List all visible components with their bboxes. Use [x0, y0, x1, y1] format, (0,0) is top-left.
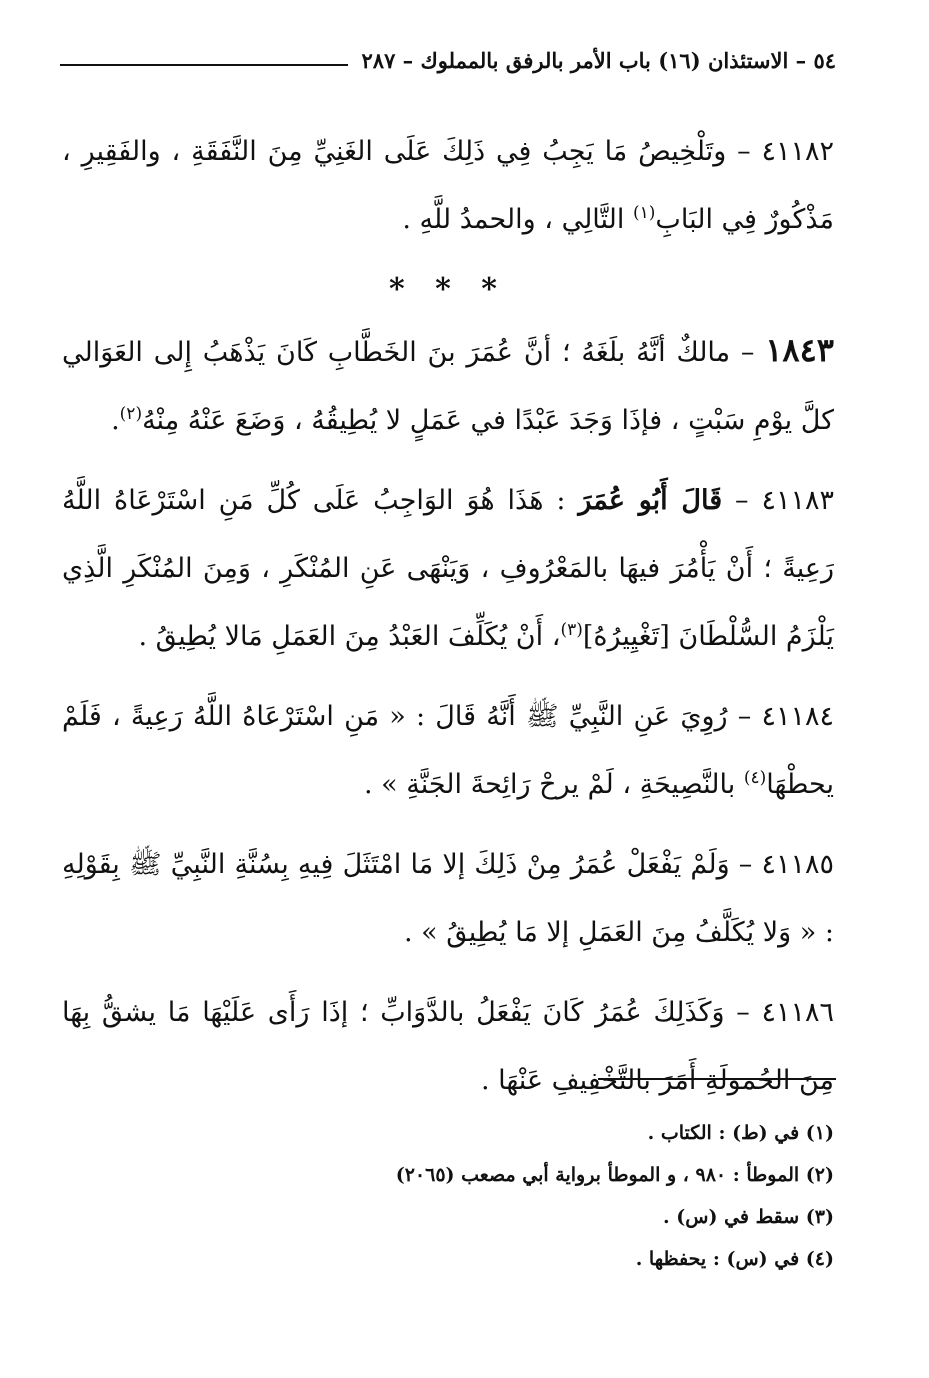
paragraph-text-cont: ، أَنْ يُكَلِّفَ العَبْدُ مِنَ العَمَلِ مَالا يُطِيقُ . [138, 621, 561, 652]
footnotes [300, 1112, 834, 1280]
paragraph-number: ٤١١٨٢ [761, 136, 834, 167]
footnote-rule [598, 1078, 836, 1080]
footnote-ref[interactable]: (١) [633, 203, 656, 223]
paragraph-41184 [62, 683, 834, 819]
paragraph-text: : هَذَا هُوَ الوَاجِبُ عَلَى كُلِّ مَنِ اسْتَرْعَاهُ اللَّهُ رَعِيةً ؛ أَنْ يَأْمُرَ فيهَا بالمَعْرُوفِ ، وَيَنْهَى عَنِ المُنْكَرِ ، وَمِنَ المُنْكَرِ الَّذِي يَلْزَمُ السُّلْطَانَ [تَغْيِيرُهُ] [62, 485, 834, 652]
paragraph-text-cont: بالنَّصِيحَةِ ، لَمْ يرحْ رَائِحةَ الجَنَّةِ » . [363, 769, 744, 800]
running-header [60, 40, 836, 80]
paragraph-text: – رُوِيَ عَنِ النَّبِيِّ ﷺ أَنَّهُ قَالَ : « مَنِ اسْتَرْعَاهُ اللَّهُ رَعِيةً ، فَلَمْ يحطْهَا [62, 701, 834, 800]
paragraph-text-cont: . [111, 405, 120, 436]
footnote-3: (٣) سقط في (س) . [663, 1206, 834, 1228]
paragraph-number: ٤١١٨٥ [761, 849, 834, 880]
main-text [62, 118, 834, 1127]
footnote-ref[interactable]: (٢) [119, 404, 143, 424]
paragraph-number: ٤١١٨٤ [761, 701, 834, 732]
header-rule [60, 64, 348, 66]
footnote-1: (١) في (ط) : الكتاب . [647, 1122, 834, 1144]
hadith-number: ١٨٤٣ [765, 331, 834, 369]
paragraph-text: – وَكَذَلِكَ عُمَرُ كَانَ يَفْعَلُ بالدَّوَابِّ ؛ إذَا رَأَى عَلَيْهَا مَا يشقُّ بِهَا مِنَ الحُمولَةِ أَمَرَ بالتَّخْفِيفِ عَنْهَا . [62, 997, 834, 1096]
paragraph-text-cont: التَّالِي ، والحمدُ للَّهِ . [402, 204, 633, 235]
paragraph-number: ٤١١٨٦ [761, 997, 834, 1028]
speaker-lead: قَالَ أَبُو عُمَرَ [578, 485, 723, 516]
paragraph-text: – وتَلْخِيصُ مَا يَجِبُ فِي ذَلِكَ عَلَى الغَنِيِّ مِنَ النَّفَقَةِ ، والفَقِيرِ ، مَذْكُورٌ فِي البَابِ [62, 136, 834, 235]
paragraph-text: – وَلَمْ يَفْعَلْ عُمَرُ مِنْ ذَلِكَ إلا مَا امْتَثَلَ فِيهِ بِسُنَّةِ النَّبِيِّ ﷺ بِقَوْلِهِ : « وَلا يُكَلَّفُ مِنَ العَمَلِ إلا مَا يُطِيقُ » . [62, 849, 834, 948]
hadith-1843 [62, 316, 834, 455]
footnote-4: (٤) في (س) : يحفظها . [635, 1248, 834, 1270]
paragraph-41183: ٤١١٨٣ – قَالَ أَبُو عُمَرَ : هَذَا هُوَ الوَاجِبُ عَلَى كُلِّ مَنِ اسْتَرْعَاهُ اللَّهُ رَعِيةً ؛ أَنْ يَأْمُرَ فيهَا بالمَعْرُوفِ ، وَيَنْهَى عَنِ المُنْكَرِ ، وَمِنَ المُنْكَرِ الَّذِي يَلْزَمُ السُّلْطَانَ [تَغْيِيرُهُ]$^{(٣)}$، أَنْ يُكَلِّفَ العَبْدُ مِنَ العَمَلِ مَالا يُطِيقُ . [62, 485, 834, 652]
section-separator: * * * [389, 272, 507, 307]
paragraph-41186 [62, 979, 834, 1115]
footnote-ref[interactable]: (٤) [743, 768, 767, 788]
footnote-2: (٢) الموطأ : ٩٨٠ ، و الموطأ برواية أبي مصعب (٢٠٦٥) [395, 1164, 834, 1186]
paragraph-text: – مالكٌ أنَّهُ بلَغَهُ ؛ أنَّ عُمَرَ بنَ الخَطَّابِ كَانَ يَذْهَبُ إِلى العَوَالي كلَّ يوْمِ سَبْتٍ ، فإذَا وَجَدَ عَبْدًا في عَمَلٍ لا يُطِيقُهُ ، وَضَعَ عَنْهُ مِنْهُ [62, 337, 834, 436]
paragraph-number: ٤١١٨٣ [761, 485, 834, 516]
footnote-ref[interactable]: (٣) [560, 620, 583, 640]
running-title: ٥٤ – الاستئذان (١٦) باب الأمر بالرفق بالمملوك – ٢٨٧ [361, 47, 836, 73]
paragraph-41182 [62, 118, 834, 254]
paragraph-41185 [62, 831, 834, 967]
